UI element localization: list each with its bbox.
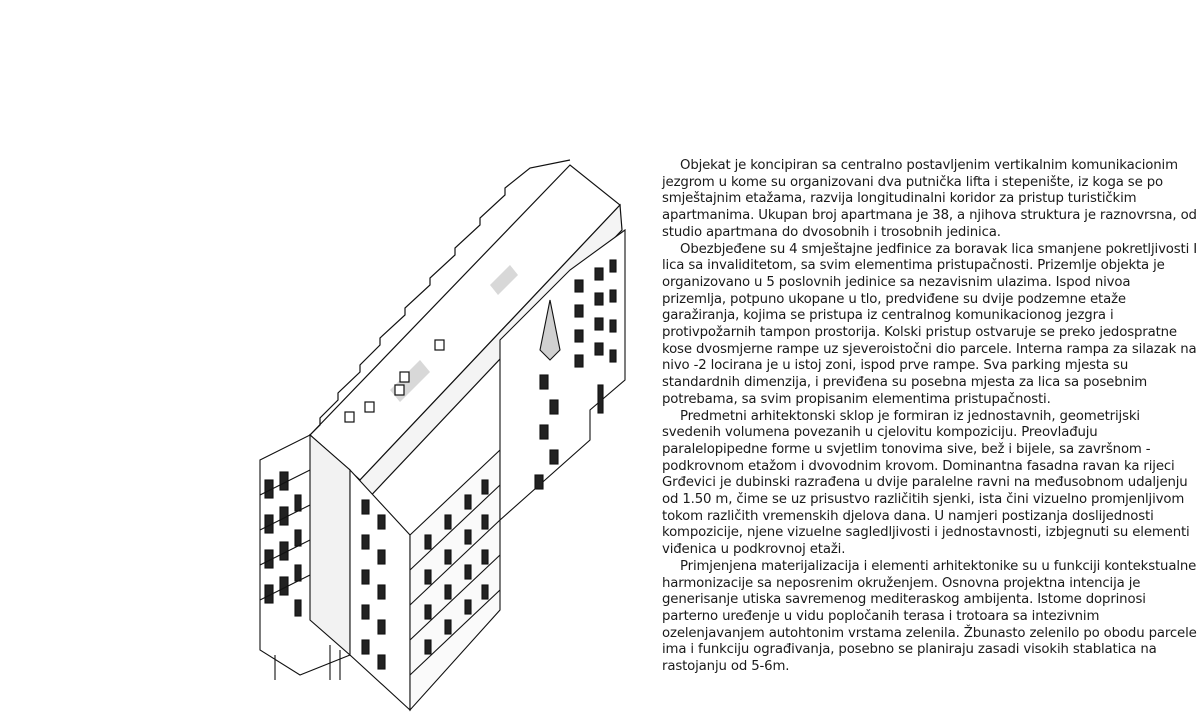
building-axonometric-drawing: [250, 150, 640, 715]
left-wing: [260, 435, 350, 680]
paragraph: Objekat je koncipiran sa centralno postavljenim vertikalnim komunikacionim jezgrom u kome su organizovani dva putnička lifta i stepenište, iz koga se po smještajnim etažama, razvija longitudinalni koridor za pristup turističkim apartmanima. Ukupan broj apartmana je 38, a njihova struktura je raznovrsna, od studio apartmana do dvosobnih i trosobnih jedinica.: [662, 158, 1197, 240]
paragraph: Obezbjeđene su 4 smještajne jedfinice za boravak lica smanjene pokretljivosti I lica sa invaliditetom, sa svim elementima pristupačnosti. Prizemlje objekta je organizovano u 5 poslovnih jedinice sa nezavisnim ulazima. Ispod nivoa prizemlja, potpuno ukopane u tlo, predviđene su dvije podzemne etaže garažiranja, kojima se pristupa iz centralnog komunikacionog jezgra i protivpožarnih tampon prostorija. Kolski pristup ostvaruje se preko jedospratne kose dvosmjerne rampe uz sjeveroistočni dio parcele. Interna rampa za silazak na nivo -2 locirana je u istoj zoni, ispod prve rampe. Sva parking mjesta su standardnih dimenzija, i previđena su posebna mjesta za lica sa posebnim potrebama, sa svim propisanim elementima pristupačnosti.: [662, 241, 1198, 407]
paragraph: Primjenjena materijalizacija i elementi arhitektonike su u funkciji kontekstualne harmonizacije sa neposrenim okruženjem. Osnovna projektna intencija je generisanje utiska savremenog mediteraskog ambijenta. Istome doprinosi parterno uređenje u vidu popločanih terasa i trotoara sa intezivnim ozelenjavanjem autohtonim vrstama zelenila. Žbunasto zelenilo po obodu parcele ima i funkciju ograđivanja, posebno se planiraju zasadi visokih stablatica na rastojanju od 5-6m.: [662, 558, 1197, 675]
description-text: [662, 158, 1197, 676]
paragraph: Predmetni arhitektonski sklop je formiran iz jednostavnih, geometrijski svedenih volumena povezanih u cjelovitu kompoziciju. Preovlađuju paralelopipedne forme u svjetlim tonovima sive, bež i bijele, sa završnom - podkrovnom etažom i dvovodnim krovom. Dominantna fasadna ravan ka rijeci Grđevici je dubinski razrađena u dvije paralelne ravni na međusobnom udaljenju od 1.50 m, čime se uz prisustvo različitih sjenki, ista čini vizuelno promjenljivom tokom različith vremenskih djelova dana. U namjeri postizanja doslijednosti kompozicije, njene vizuelne sagledljivosti i jednostavnosti, izbjegnuti su elementi viđenica u podkrovnoj etaži.: [662, 408, 1190, 558]
